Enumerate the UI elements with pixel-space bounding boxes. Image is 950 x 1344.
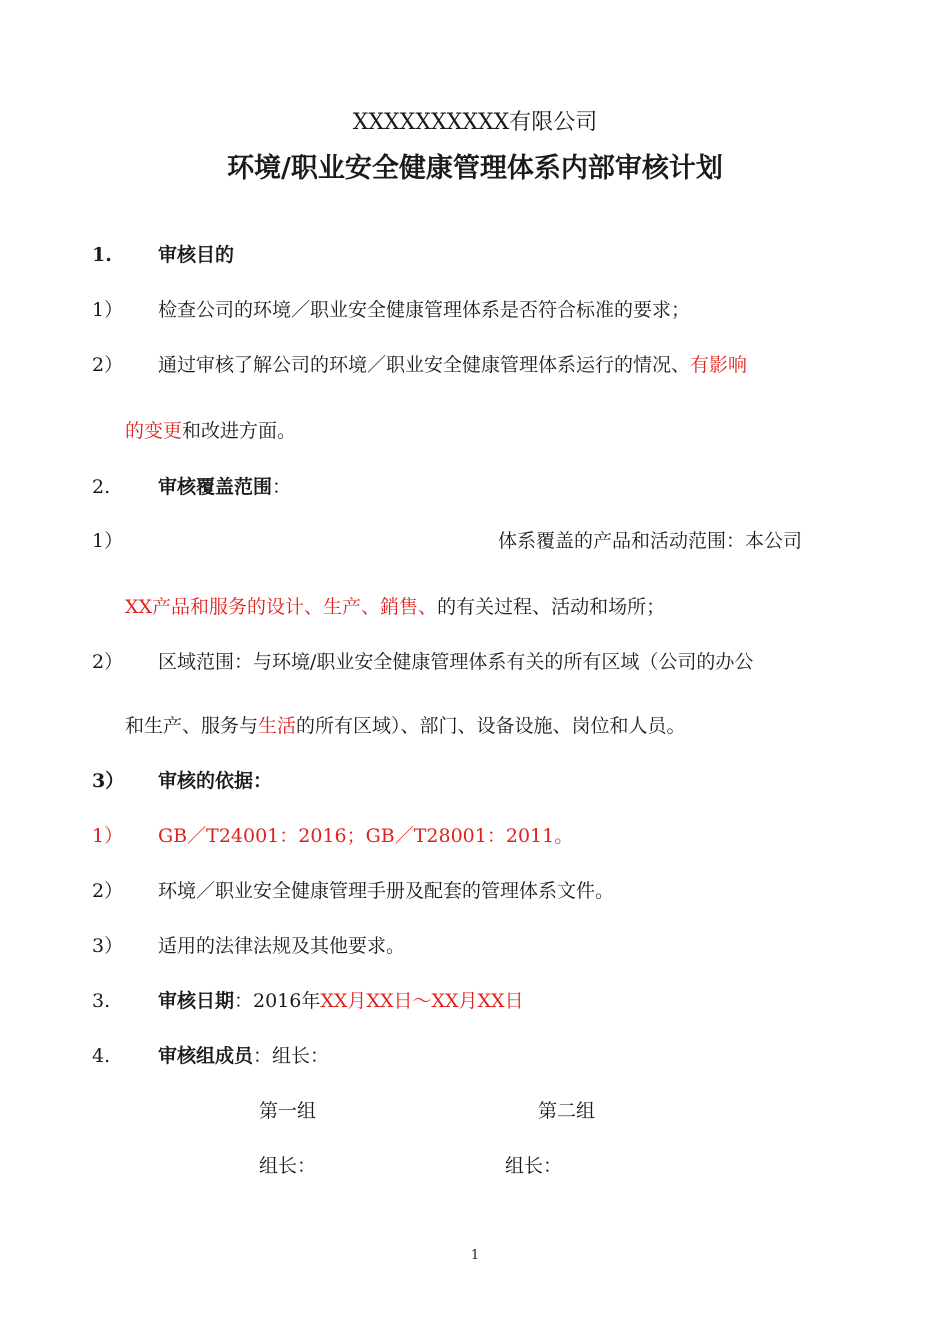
section1-item2-cont-b: 和改进方面。: [182, 420, 297, 442]
section3-number: 3）: [92, 770, 125, 792]
group1-leader: 组长：: [259, 1155, 317, 1177]
section3-heading: 审核的依据：: [158, 770, 273, 792]
audit-date-range: XX月XX日～XX月XX日: [320, 990, 524, 1012]
section3-item1-text: GB／T24001：2016；GB／T28001：2011。: [158, 825, 574, 847]
section3-item3-text: 适用的法律法规及其他要求。: [158, 935, 406, 957]
section2-item2-text: 区域范围：与环境/职业安全健康管理体系有关的所有区域（公司的办公: [158, 651, 754, 673]
section2-item1-cont-b: 的有关过程、活动和场所；: [437, 596, 666, 618]
section3-item2-text: 环境／职业安全健康管理手册及配套的管理体系文件。: [158, 880, 615, 902]
section2-item1-continuation: [125, 594, 665, 620]
section1-item2-number: 2）: [92, 354, 124, 376]
section3-item2-number: 2）: [92, 880, 124, 902]
section1-item2-text: [158, 352, 747, 378]
section3-item3-number: 3）: [92, 935, 124, 957]
section5-number: 4.: [92, 1045, 111, 1067]
audit-team-heading: 审核组成员: [158, 1045, 254, 1067]
section1-number: 1.: [92, 244, 112, 266]
section2-heading-colon: ：: [272, 476, 292, 498]
section2-item1-text: 体系覆盖的产品和活动范围：本公司: [498, 530, 803, 552]
group2-leader: 组长：: [505, 1155, 563, 1177]
section1-item2-continuation: [125, 418, 296, 444]
page-number: 1: [470, 1248, 480, 1263]
section1-item1-text: 检查公司的环境／职业安全健康管理体系是否符合标准的要求；: [158, 299, 691, 321]
section2-item2-continuation: [125, 713, 686, 739]
section3-item1-number: 1）: [92, 825, 124, 847]
audit-team-leader: ：组长：: [253, 1045, 330, 1067]
section1-item1-number: 1）: [92, 299, 124, 321]
section2-item1-number: 1）: [92, 530, 124, 552]
section2-number: 2.: [92, 476, 111, 498]
audit-team-line: [158, 1043, 329, 1069]
section2-item1-cont-red: XX产品和服务的设计、生产、銷售、: [125, 596, 438, 618]
group1-label: 第一组: [259, 1100, 317, 1122]
section2-item2-cont-red: 生活: [258, 715, 297, 737]
group2-label: 第二组: [538, 1100, 596, 1122]
section4-number: 3.: [92, 990, 111, 1012]
section1-item2-text-red: 有影响: [690, 354, 748, 376]
section2-item2-cont-b: 的所有区域）、部门、设备设施、岗位和人员。: [296, 715, 686, 737]
audit-date-line: [158, 988, 524, 1014]
section1-item2-cont-red: 的变更: [125, 420, 183, 442]
audit-date-heading: 审核日期: [158, 990, 235, 1012]
company-name: XXXXXXXXXX有限公司: [352, 110, 598, 135]
section2-heading: 审核覆盖范围: [158, 476, 273, 498]
section1-heading: 审核目的: [158, 244, 235, 266]
section2-item2-cont-a: 和生产、服务与: [125, 715, 259, 737]
document-title: 环境/职业安全健康管理体系内部审核计划: [227, 153, 723, 184]
section2-item2-number: 2）: [92, 651, 124, 673]
section1-item2-text-a: 通过审核了解公司的环境／职业安全健康管理体系运行的情况、: [158, 354, 691, 376]
section2-heading-line: [158, 474, 291, 500]
audit-date-year: ：2016年: [234, 990, 321, 1012]
